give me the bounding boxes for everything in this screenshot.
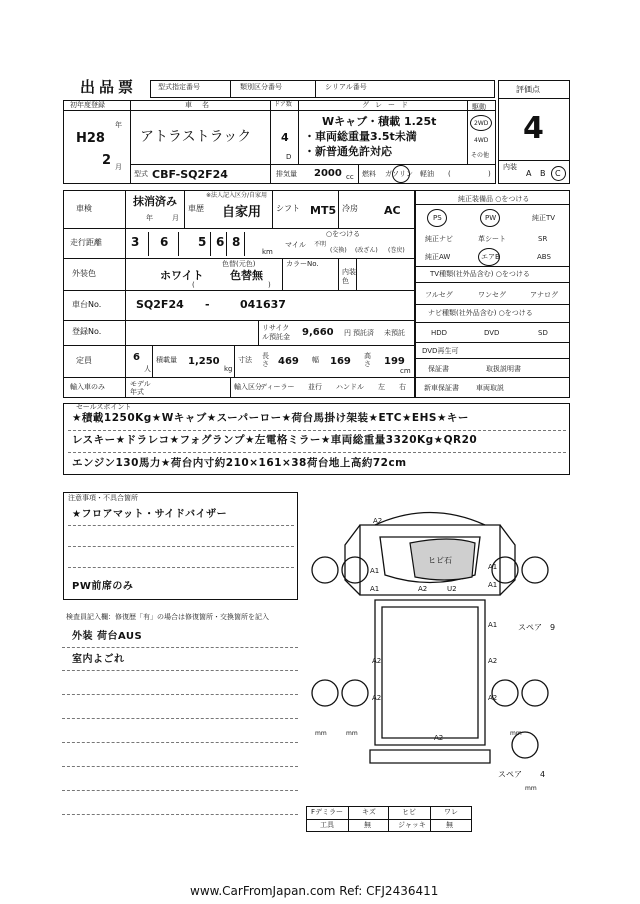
sales-line-1: ★積載1250Kg★Wキャブ★スーパーロー★荷台馬掛け架装★ETC★EHS★キー <box>72 412 469 424</box>
load-unit: kg <box>224 365 233 373</box>
import-label: 輸入車のみ <box>70 383 105 391</box>
year-unit: 年 <box>115 121 122 129</box>
check-header: ○をつける <box>326 230 361 238</box>
import-dealer: ディーラー <box>260 383 295 391</box>
light-oil-label: 軽油 <box>420 170 434 178</box>
color-paren-open: ( <box>192 281 195 289</box>
grade-line-3: ・新普通免許対応 <box>304 145 392 158</box>
diagram-label-a1-1: A1 <box>370 567 380 575</box>
equip-leather: 革シート <box>478 235 506 243</box>
sheet-title: 出品票 <box>80 78 138 96</box>
spec-grid <box>63 190 415 398</box>
inspection-month: 月 <box>172 214 179 222</box>
diagram-label-a2-cab: A2 <box>418 585 428 593</box>
score-label: 評価点 <box>516 85 540 94</box>
notes-label: 注意事項・不具合箇所 <box>68 494 138 502</box>
handle-right: 右 <box>399 383 406 391</box>
dims-label: 寸法 <box>238 356 252 364</box>
shift-value: MT5 <box>310 204 337 217</box>
recycle-unpaid: 未預託 <box>384 329 405 337</box>
import-parallel: 並行 <box>308 383 322 391</box>
dims-unit: cm <box>400 367 411 375</box>
new-car-warranty: 新車保証書 <box>424 384 459 392</box>
mileage-digit-3: 5 <box>198 235 207 249</box>
fuel-label: 燃料 <box>362 170 376 178</box>
recycle-value: 9,660 <box>302 327 334 338</box>
diagram-hibi-label: ヒビ石 <box>428 556 452 565</box>
sales-line-2: レスキー★ドラレコ★フォグランプ★左電格ミラー★車両総重量3320Kg★QR20 <box>72 434 478 446</box>
car-name-label: 車名 <box>185 101 219 109</box>
equip-header: 純正装備品 ○をつける <box>458 195 530 203</box>
usage-value: 自家用 <box>222 205 262 220</box>
handle-label: ハンドル <box>336 383 364 391</box>
equip-navi: 純正ナビ <box>425 235 453 243</box>
load-label: 積載量 <box>156 356 177 364</box>
interior-a: A <box>526 169 532 178</box>
grade-label: グレード <box>362 101 414 109</box>
damage-diagram <box>300 495 570 805</box>
legend-h2: キズ <box>362 808 376 816</box>
equip-sr: SR <box>538 235 548 243</box>
equip-ps: PS <box>433 214 442 222</box>
legend-h3: ヒビ <box>402 808 416 816</box>
wheel-mm-4: mm <box>525 785 537 792</box>
mileage-digit-2: 6 <box>160 235 169 249</box>
inspection-label: 車検 <box>76 204 92 213</box>
inspection-value: 抹消済み <box>133 195 177 208</box>
drive-2wd-circle <box>470 115 492 131</box>
capacity-label: 定員 <box>76 356 92 365</box>
height-label: 高さ <box>364 352 371 368</box>
mileage-digit-1: 3 <box>131 235 140 249</box>
spare-rear-label: スペア <box>498 770 522 779</box>
source-footer: www.CarFromJapan.com Ref: CFJ2436411 <box>190 884 439 898</box>
interior-b: B <box>540 169 546 178</box>
navi-header: ナビ種類(社外品含む) ○をつける <box>428 309 533 317</box>
notes-line-4: PW前席のみ <box>72 581 134 592</box>
wheel-mm-2: mm <box>346 730 358 737</box>
diagram-label-a2-bedl: A2 <box>372 657 382 665</box>
legend-h4: ワレ <box>444 808 458 816</box>
diagram-label-a2-5: A2 <box>372 694 382 702</box>
mile-label: マイル <box>285 241 306 249</box>
shift-label: シフト <box>276 204 300 213</box>
load-value: 1,250 <box>188 356 220 367</box>
interior-c-circle <box>551 166 566 181</box>
diagram-label-a1-5: A1 <box>488 621 498 629</box>
equip-aw: 純正AW <box>425 253 451 261</box>
tv-oneseg: ワンセグ <box>478 291 506 299</box>
spare-front-value: 9 <box>550 623 556 632</box>
legend-v3: ジャッキ <box>398 821 426 829</box>
first-reg-month: 2 <box>102 153 112 168</box>
equip-ps-circle <box>427 209 447 227</box>
first-reg-label: 初年度登録 <box>70 101 105 109</box>
diagram-label-a1-3: A1 <box>488 563 498 571</box>
legend-v2: 無 <box>364 821 371 829</box>
ac-label: 冷房 <box>342 204 358 213</box>
fuel-paren-close: ) <box>488 170 491 178</box>
displacement-value: 2000 <box>314 168 342 179</box>
tv-fullseg: フルセグ <box>425 291 453 299</box>
spare-rear-value: 4 <box>540 770 546 779</box>
sales-label: セールスポイント <box>76 403 132 411</box>
grade-line-1: Wキャブ・積載 1.25t <box>322 115 437 128</box>
navi-dvd: DVD <box>484 329 500 337</box>
equip-abs: ABS <box>537 253 551 261</box>
color-label: 外装色 <box>72 269 96 278</box>
type-spec-label: 型式指定番号 <box>158 83 200 91</box>
diagram-label-a2-top: A2 <box>373 517 383 525</box>
chassis-label: 車台No. <box>72 300 102 309</box>
legend-h1: Fデミラー <box>311 808 344 816</box>
drive-4wd: 4WD <box>474 137 489 144</box>
equip-pw-circle <box>480 209 500 227</box>
first-reg-year: H28 <box>76 131 105 146</box>
diagram-label-a1-2: A1 <box>370 585 380 593</box>
wheel-mm-1: mm <box>315 730 327 737</box>
model-value: CBF-SQ2F24 <box>152 168 228 181</box>
color-paren-close: ) <box>268 281 271 289</box>
recycle-paid: 預託済 <box>353 329 374 337</box>
equip-pw: PW <box>485 214 497 222</box>
diagram-label-u2: U2 <box>447 585 457 593</box>
usage-options: ※法人記入区分/自家用 <box>206 192 268 199</box>
inspector-line-1: 外装 荷台AUS <box>72 631 143 642</box>
equip-airbag-circle <box>478 248 500 266</box>
chassis-dash: - <box>205 298 210 311</box>
wheel-mm-3: mm <box>510 730 522 737</box>
doors-label: ドア数 <box>274 101 292 108</box>
legend-v1: 工具 <box>320 821 334 829</box>
chassis-number: 041637 <box>240 298 286 311</box>
diagram-label-a1-4: A1 <box>488 581 498 589</box>
doors-d: D <box>286 153 292 161</box>
mileage-km: km <box>262 248 273 256</box>
length-value: 469 <box>278 356 299 367</box>
diagram-label-a2-6: A2 <box>488 694 498 702</box>
capacity-value: 6 <box>133 352 140 363</box>
color-value: ホワイト <box>160 269 204 282</box>
serial-label: シリアル番号 <box>325 83 367 91</box>
capacity-unit: 人 <box>144 365 151 373</box>
equip-tv: 純正TV <box>532 214 556 222</box>
length-label: 長さ <box>262 352 269 368</box>
width-value: 169 <box>330 356 351 367</box>
mileage-digit-4: 6 <box>216 235 225 249</box>
spare-front-label: スペア <box>518 623 542 632</box>
grade-line-2: ・車両総重量3.5t未満 <box>304 130 417 143</box>
car-name: アトラストラック <box>140 129 252 145</box>
navi-sd: SD <box>538 329 548 337</box>
check-unknown: 不明 <box>314 241 327 248</box>
interior-label: 内装 <box>503 163 517 171</box>
score-value: 4 <box>523 111 544 146</box>
owners-manual: 取扱説明書 <box>486 365 521 373</box>
fuel-paren-open: ( <box>448 170 451 178</box>
diagram-label-a2-bedr: A2 <box>488 657 498 665</box>
fuel-value: ガソリン <box>385 170 413 178</box>
doors-value: 4 <box>281 131 289 144</box>
interior-c: C <box>555 169 561 178</box>
color-change-value: 色替無 <box>230 269 263 282</box>
category-label: 類別区分番号 <box>240 83 282 91</box>
model-year-label: モデル年式 <box>130 380 151 396</box>
drive-other: その他 <box>471 152 490 159</box>
tv-analog: アナログ <box>530 291 558 299</box>
inspector-line-2: 室内よごれ <box>72 654 125 665</box>
height-value: 199 <box>384 356 405 367</box>
sales-line-3: エンジン130馬力★荷台内寸約210×161×38荷台地上高約72cm <box>72 457 407 469</box>
ac-value: AC <box>384 204 401 217</box>
width-label: 幅 <box>312 356 319 364</box>
drive-2wd: 2WD <box>474 120 489 127</box>
navi-hdd: HDD <box>431 329 448 337</box>
displacement-label: 排気量 <box>276 170 297 178</box>
reg-no-label: 登録No. <box>72 327 102 336</box>
recycle-yen: 円 <box>344 329 351 337</box>
diagram-label-a2-rear: A2 <box>434 734 444 742</box>
color-no-label: カラーNo. <box>286 260 319 268</box>
warranty-label: 保証書 <box>428 365 449 373</box>
equip-airbag: エアB <box>481 253 500 261</box>
mileage-digit-5: 8 <box>232 235 241 249</box>
notes-line-1: ★フロアマット・サイドバイザー <box>72 509 228 520</box>
legend-v4: 無 <box>446 821 453 829</box>
check-tampered: (改ざん) <box>355 247 378 254</box>
interior-color-label: 内装色 <box>342 268 356 285</box>
fuel-circle <box>392 165 410 183</box>
inspector-label: 検査員記入欄：修復歴「有」の場合は修復箇所・交換箇所を記入 <box>66 613 269 621</box>
month-unit: 月 <box>115 163 122 171</box>
recycle-label: リサイクル預託金 <box>262 324 290 341</box>
model-label: 型式 <box>134 170 148 178</box>
header-code-box <box>150 80 495 98</box>
import-type-label: 輸入区分 <box>234 383 262 391</box>
cc-unit: cc <box>346 173 354 181</box>
color-change-label: 色替(元色) <box>222 260 256 268</box>
vehicle-manual: 車両取説 <box>476 384 504 392</box>
drive-label: 駆動 <box>472 103 486 111</box>
handle-left: 左 <box>378 383 385 391</box>
usage-label: 車歴 <box>188 204 204 213</box>
navi-dvd-play: DVD再生可 <box>422 347 459 355</box>
inspection-year: 年 <box>146 214 153 222</box>
mileage-label: 走行距離 <box>70 238 102 247</box>
chassis-model: SQ2F24 <box>136 298 184 311</box>
check-replaced: (交換) <box>330 247 347 254</box>
check-rollback: (巻戻) <box>388 247 405 254</box>
tv-header: TV種類(社外品含む) ○をつける <box>430 270 530 278</box>
